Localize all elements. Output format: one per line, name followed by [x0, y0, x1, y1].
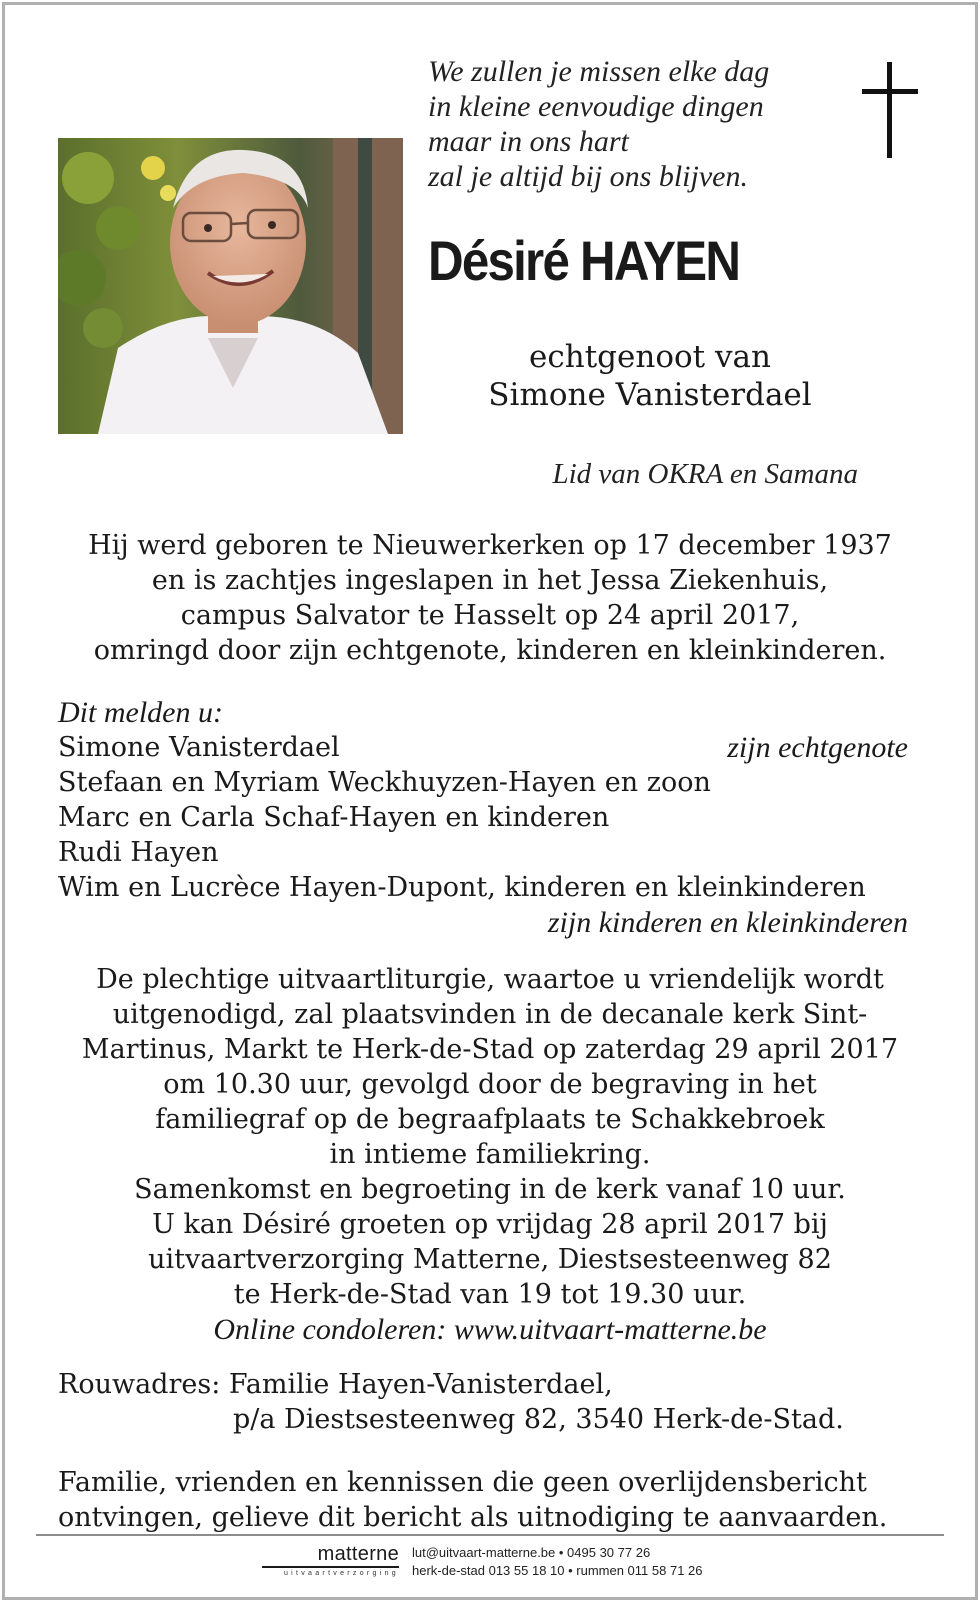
announcer-role: zijn echtgenote [727, 731, 908, 764]
spouse-block [440, 338, 860, 414]
address-line: p/a Diestsesteenweg 82, 3540 Herk-de-Stad. [233, 1404, 844, 1435]
text-line: De plechtige uitvaartliturgie, waartoe u vriendelijk wordt [96, 964, 884, 995]
poem-line: in kleine eenvoudige dingen [428, 90, 764, 123]
logo-bar [262, 1566, 399, 1568]
deceased-name: Désiré HAYEN [428, 229, 740, 292]
list-item [58, 800, 908, 835]
announcer-name: Wim en Lucrèce Hayen-Dupont, kinderen en kleinkinderen [58, 872, 866, 903]
membership: Lid van OKRA en Samana [552, 458, 858, 490]
matterne-logo [262, 1543, 399, 1577]
announcer-name: Marc en Carla Schaf-Hayen en kinderen [58, 802, 610, 833]
footer-divider [36, 1534, 944, 1536]
text-line: Familie, vrienden en kennissen die geen overlijdensbericht [58, 1467, 867, 1498]
text-line: en is zachtjes ingeslapen in het Jessa Ziekenhuis, [151, 565, 829, 596]
logo-subtitle: uitvaartverzorging [283, 1570, 399, 1577]
text-line: omringd door zijn echtgenote, kinderen en kleinkinderen. [93, 635, 887, 666]
spouse-name: Simone Vanisterdael [488, 377, 812, 413]
mourning-address [58, 1367, 958, 1437]
announcers-closing: zijn kinderen en kleinkinderen [547, 906, 908, 939]
poem-line: We zullen je missen elke dag [428, 55, 770, 88]
text-line: familiegraf op de begraafplaats te Schakkebroek [155, 1104, 825, 1135]
poem [428, 54, 769, 194]
list-item [58, 870, 908, 905]
service-text [0, 962, 980, 1347]
list-item [58, 765, 908, 800]
portrait-photo [58, 138, 403, 434]
address-line: Rouwadres: Familie Hayen-Vanisterdael, [58, 1369, 613, 1400]
text-line: Hij werd geboren te Nieuwerkerken op 17 december 1937 [88, 530, 892, 561]
text-line: ontvingen, gelieve dit bericht als uitnodiging te aanvaarden. [58, 1502, 888, 1533]
text-line: uitvaartverzorging Matterne, Diestsesteenweg 82 [148, 1244, 832, 1275]
online-condolence-link[interactable]: Online condoleren: www.uitvaart-matterne.be [213, 1313, 767, 1346]
poem-line: maar in ons hart [428, 125, 629, 158]
announcers-heading: Dit melden u: [58, 696, 223, 729]
text-line: uitgenodigd, zal plaatsvinden in de decanale kerk Sint- [112, 999, 868, 1030]
announcer-name: Rudi Hayen [58, 837, 219, 868]
announcers-list [58, 695, 908, 940]
text-line: U kan Désiré groeten op vrijdag 28 april 2017 bij [152, 1209, 828, 1240]
birth-death-text [0, 528, 980, 668]
poem-line: zal je altijd bij ons blijven. [428, 160, 748, 193]
contact-line: lut@uitvaart-matterne.be • 0495 30 77 26 [412, 1545, 651, 1560]
announcer-name: Simone Vanisterdael [58, 732, 340, 763]
announcer-name: Stefaan en Myriam Weckhuyzen-Hayen en zoon [58, 767, 711, 798]
logo-word: matterne [317, 1543, 399, 1565]
cross-icon [862, 62, 922, 162]
text-line: campus Salvator te Hasselt op 24 april 2017, [180, 600, 800, 631]
footer-contact [412, 1544, 703, 1580]
text-line: om 10.30 uur, gevolgd door de begraving in het [163, 1069, 817, 1100]
spouse-relation: echtgenoot van [529, 339, 771, 375]
family-note [58, 1465, 958, 1535]
text-line: te Herk-de-Stad van 19 tot 19.30 uur. [233, 1279, 747, 1310]
text-line: Martinus, Markt te Herk-de-Stad op zaterdag 29 april 2017 [81, 1034, 899, 1065]
text-line: in intieme familiekring. [329, 1139, 651, 1170]
list-item [58, 730, 908, 765]
portrait-illustration [58, 138, 403, 434]
contact-line: herk-de-stad 013 55 18 10 • rummen 011 58 71 26 [412, 1563, 703, 1578]
list-item [58, 835, 908, 870]
text-line: Samenkomst en begroeting in de kerk vanaf 10 uur. [134, 1174, 846, 1205]
